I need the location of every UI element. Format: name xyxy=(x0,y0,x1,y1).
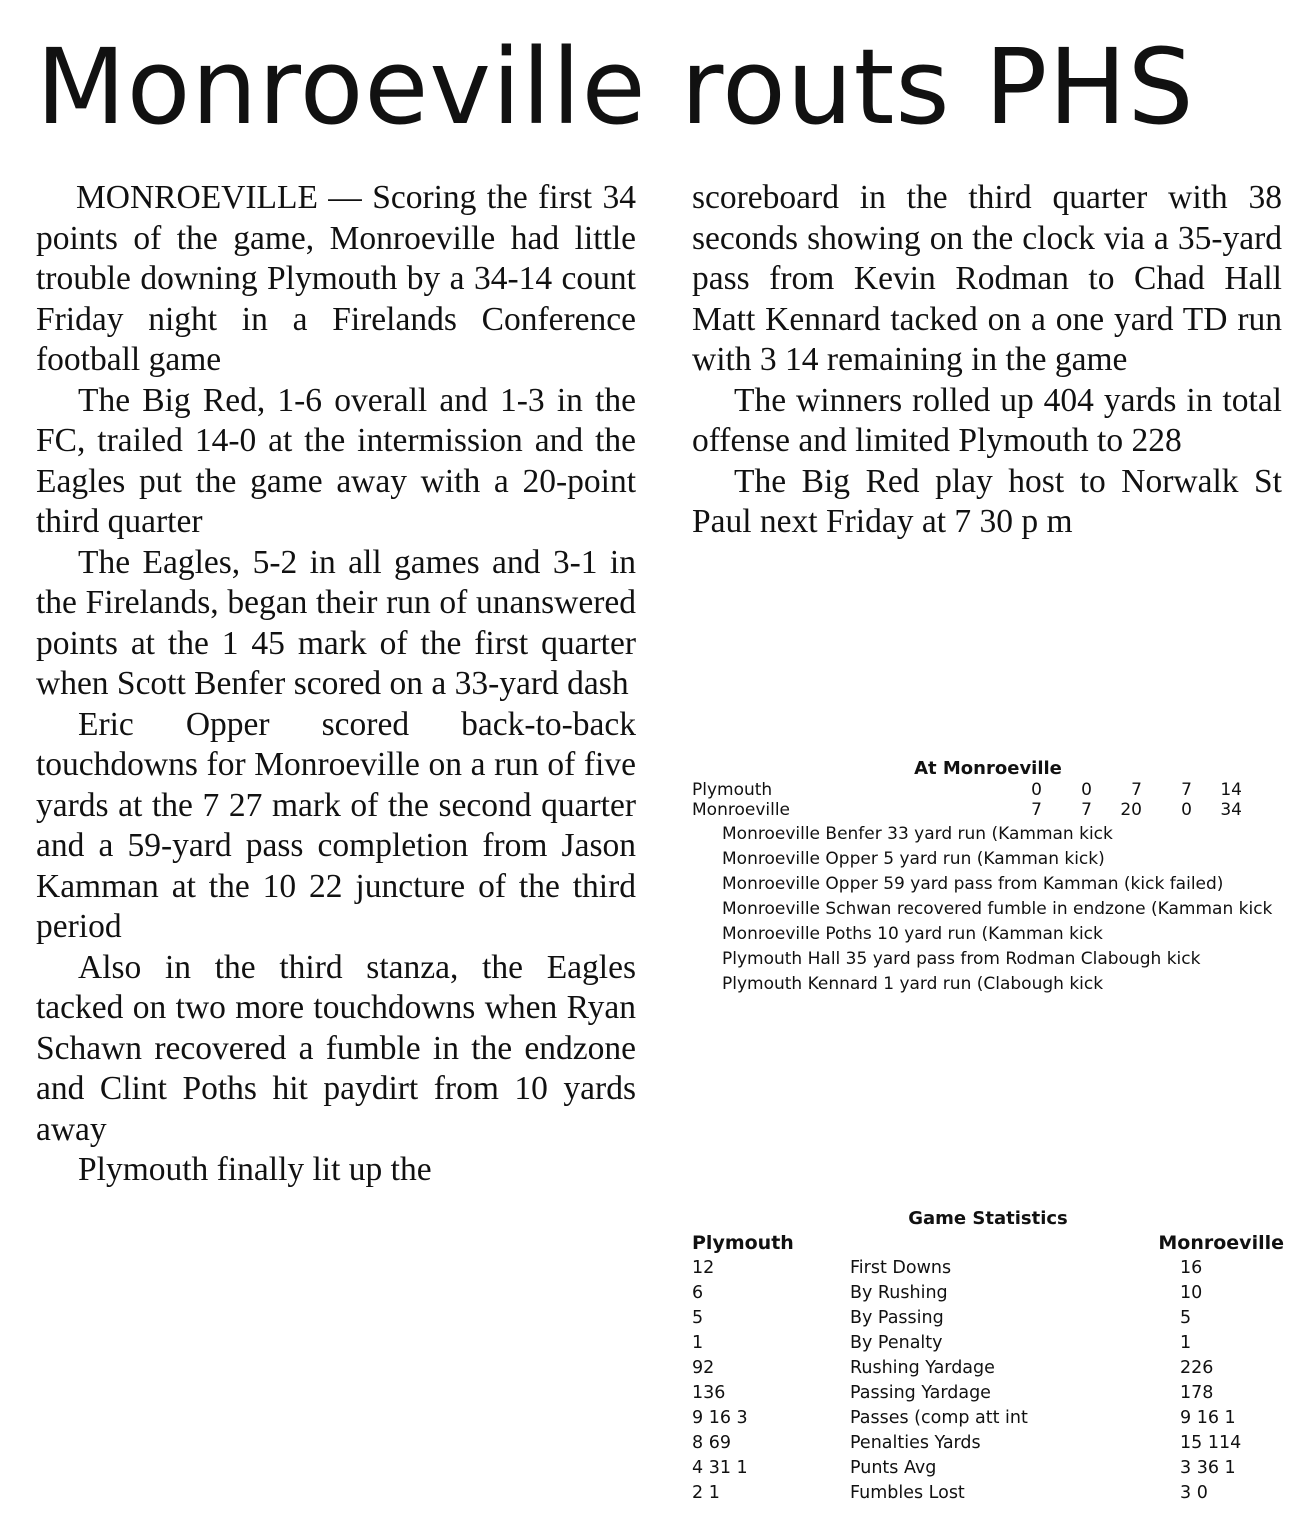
scoring-play: Monroeville Poths 10 yard run (Kamman kick xyxy=(722,924,1103,944)
stat-row xyxy=(692,1456,1284,1481)
stat-plymouth: 136 xyxy=(692,1383,726,1403)
score-quarter: 0 xyxy=(1081,780,1092,800)
article-paragraph: The Big Red, 1-6 overall and 1-3 in the FC, trailed 14-0 at the intermission and the Eagles put the game away with a 20-point third quarter xyxy=(36,381,636,540)
article-paragraph: Also in the third stanza, the Eagles tacked on two more touchdowns when Ryan Schawn recovered a fumble in the endzone and Clint Poths hit paydirt from 10 yards away xyxy=(36,948,636,1148)
stat-monroeville: 15 114 xyxy=(1180,1433,1242,1453)
stat-monroeville: 3 36 1 xyxy=(1180,1458,1236,1478)
score-team: Monroeville xyxy=(692,800,791,820)
stat-row xyxy=(692,1356,1284,1381)
scoring-play: Monroeville Opper 5 yard run (Kamman kick) xyxy=(722,849,1105,869)
article-paragraph: MONROEVILLE — Scoring the first 34 points of the game, Monroeville had little trouble downing Plymouth by a 34-14 count Friday night in a Firelands Conference football game xyxy=(36,179,636,378)
stat-label: Rushing Yardage xyxy=(850,1358,995,1378)
stat-plymouth: 1 xyxy=(692,1333,704,1353)
stats-left-team: Plymouth xyxy=(692,1232,794,1254)
stat-monroeville: 3 0 xyxy=(1180,1483,1208,1503)
score-quarter: 7 xyxy=(1181,780,1192,800)
article-paragraph: The Eagles, 5-2 in all games and 3-1 in the Firelands, began their run of unanswered points at the 1 45 mark of the first quarter when Scott Benfer scored on a 33-yard dash xyxy=(36,543,636,702)
score-quarter: 0 xyxy=(1031,780,1042,800)
stat-monroeville: 1 xyxy=(1180,1333,1192,1353)
stats-right-team: Monroeville xyxy=(1158,1232,1284,1254)
score-total: 34 xyxy=(1220,800,1242,820)
article-paragraph: Plymouth finally lit up the xyxy=(78,1151,432,1188)
article-paragraph: Eric Opper scored back-to-back touchdowns for Monroeville on a run of five yards at the 7 27 mark of the second quarter and a 59-yard pass completion from Jason Kamman at the 10 22 juncture of the third period xyxy=(36,705,636,945)
stat-row xyxy=(692,1431,1284,1456)
stat-row xyxy=(692,1331,1284,1356)
stat-monroeville: 10 xyxy=(1180,1283,1203,1303)
score-quarter: 0 xyxy=(1181,800,1192,820)
stat-row xyxy=(692,1381,1284,1406)
stat-label: By Penalty xyxy=(850,1333,943,1353)
stat-monroeville: 178 xyxy=(1180,1383,1214,1403)
scoring-play: Monroeville Schwan recovered fumble in endzone (Kamman kick xyxy=(722,899,1273,919)
stat-monroeville: 9 16 1 xyxy=(1180,1408,1236,1428)
stat-plymouth: 12 xyxy=(692,1258,715,1278)
stat-label: Passing Yardage xyxy=(850,1383,991,1403)
stats-title: Game Statistics xyxy=(908,1208,1068,1229)
score-row xyxy=(692,780,1284,800)
score-quarter: 7 xyxy=(1131,780,1142,800)
article-paragraph: scoreboard in the third quarter with 38 seconds showing on the clock via a 35-yard pass from Kevin Rodman to Chad Hall Matt Kennard tacked on a one yard TD run with 3 14 remaining in the game xyxy=(692,179,1282,378)
score-total: 14 xyxy=(1220,780,1242,800)
stat-label: By Rushing xyxy=(850,1283,948,1303)
headline: Monroeville routs PHS xyxy=(36,26,1195,148)
scoring-title: At Monroeville xyxy=(914,758,1062,779)
scoring-play: Monroeville Opper 59 yard pass from Kamman (kick failed) xyxy=(722,874,1224,894)
scoring-play: Plymouth Hall 35 yard pass from Rodman Clabough kick xyxy=(722,949,1201,969)
scoring-play: Plymouth Kennard 1 yard run (Clabough kick xyxy=(722,974,1104,994)
stat-label: By Passing xyxy=(850,1308,944,1328)
stat-label: Fumbles Lost xyxy=(850,1483,965,1503)
stat-plymouth: 4 31 1 xyxy=(692,1458,748,1478)
stat-row xyxy=(692,1256,1284,1281)
stat-monroeville: 5 xyxy=(1180,1308,1192,1328)
stat-label: First Downs xyxy=(850,1258,952,1278)
scoring-summary xyxy=(692,758,1284,997)
score-quarter: 20 xyxy=(1120,800,1142,820)
stat-row xyxy=(692,1481,1284,1506)
stat-plymouth: 5 xyxy=(692,1308,704,1328)
score-team: Plymouth xyxy=(692,780,773,800)
score-quarter: 7 xyxy=(1081,800,1092,820)
stat-monroeville: 16 xyxy=(1180,1258,1203,1278)
stat-plymouth: 9 16 3 xyxy=(692,1408,748,1428)
article-paragraph: The Big Red play host to Norwalk St Paul next Friday at 7 30 p m xyxy=(692,462,1282,540)
score-row xyxy=(692,800,1284,820)
stat-label: Punts Avg xyxy=(850,1458,937,1478)
scoring-plays xyxy=(692,822,1284,997)
stat-row xyxy=(692,1306,1284,1331)
stat-plymouth: 2 1 xyxy=(692,1483,720,1503)
stat-row xyxy=(692,1281,1284,1306)
stat-monroeville: 226 xyxy=(1180,1358,1214,1378)
stat-plymouth: 92 xyxy=(692,1358,715,1378)
article-column-left xyxy=(36,178,636,1191)
stat-row xyxy=(692,1406,1284,1431)
article-paragraph: The winners rolled up 404 yards in total offense and limited Plymouth to 228 xyxy=(692,381,1282,459)
stat-plymouth: 8 69 xyxy=(692,1433,731,1453)
stat-label: Penalties Yards xyxy=(850,1433,981,1453)
stat-label: Passes (comp att int xyxy=(850,1408,1028,1428)
game-statistics xyxy=(692,1208,1284,1506)
stat-plymouth: 6 xyxy=(692,1283,704,1303)
stats-header xyxy=(692,1230,1284,1256)
article-column-right xyxy=(692,178,1282,543)
score-quarter: 7 xyxy=(1031,800,1042,820)
scoring-play: Monroeville Benfer 33 yard run (Kamman kick xyxy=(722,824,1113,844)
